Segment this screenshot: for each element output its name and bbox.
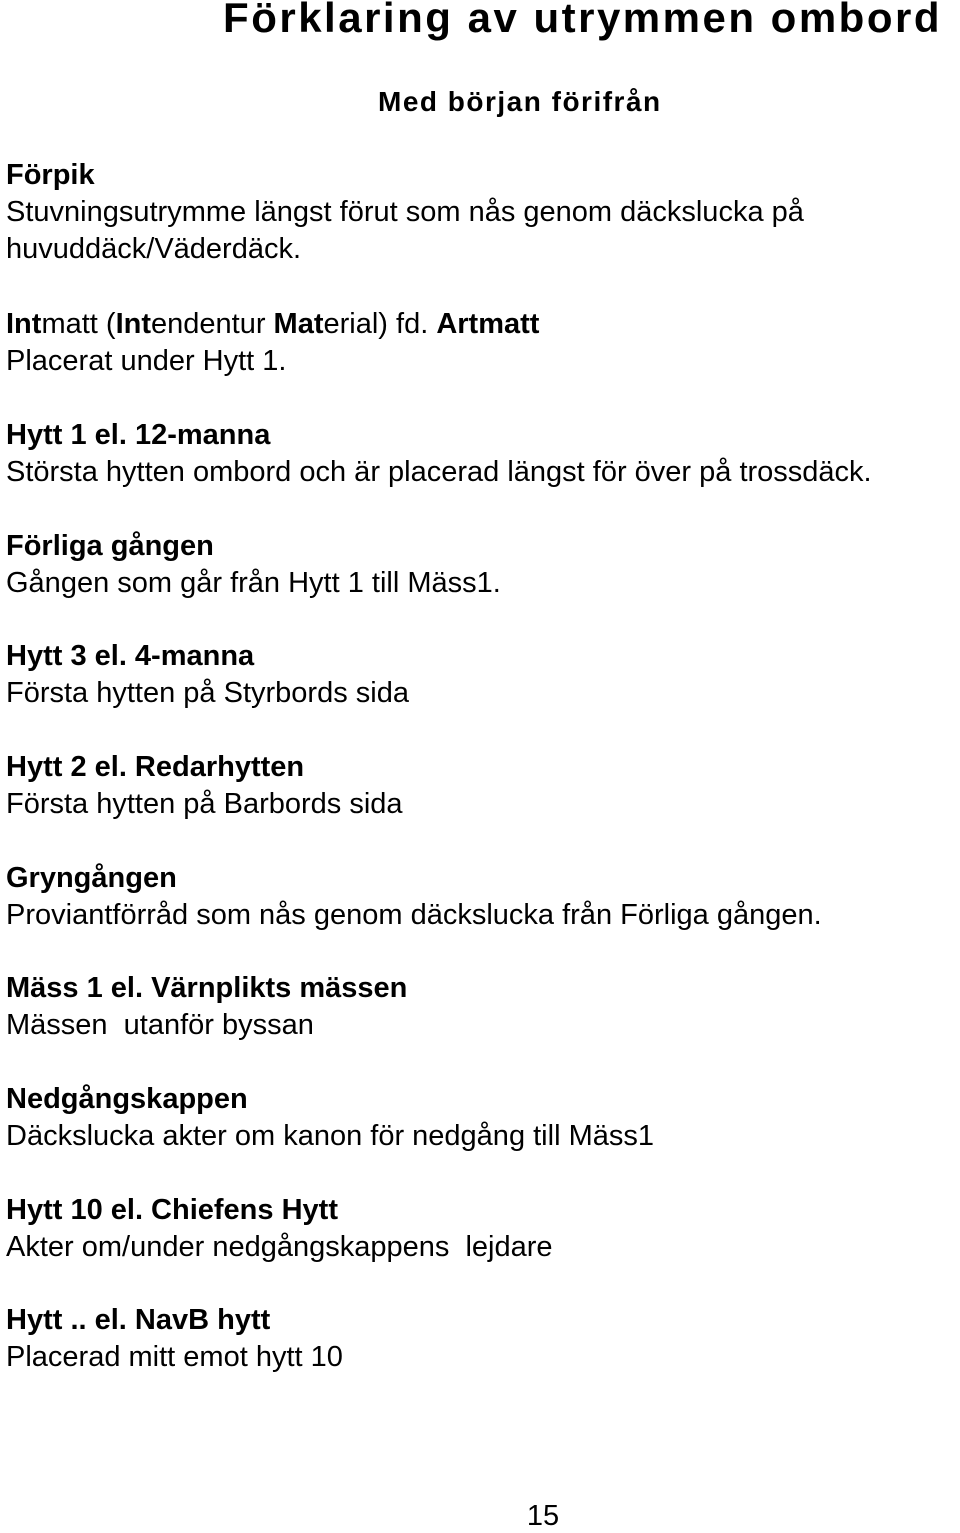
entry-heading: Hytt 10 el. Chiefens Hytt (6, 1194, 338, 1226)
entry-heading: Förliga gången (6, 530, 214, 562)
entry-description: Gången som går från Hytt 1 till Mäss1. (6, 567, 501, 599)
entry-heading (6, 306, 946, 343)
entry-description: Proviantförråd som nås genom däckslucka från Förliga gången. (6, 899, 822, 931)
entry-hytt-1 (6, 417, 946, 491)
entry-heading: Hytt .. el. NavB hytt (6, 1304, 271, 1336)
page-subtitle: Med början förifrån (378, 86, 662, 117)
entry-description: Mässen utanför byssan (6, 1009, 314, 1041)
heading-part: Int (115, 308, 151, 340)
entry-heading: Nedgångskappen (6, 1083, 248, 1115)
entry-hytt-3 (6, 638, 946, 712)
entry-description: Akter om/under nedgångskappens lejdare (6, 1231, 553, 1263)
entry-heading: Hytt 2 el. Redarhytten (6, 751, 305, 783)
entry-intmatt (6, 306, 946, 380)
entry-description: Stuvningsutrymme längst förut som nås genom däckslucka på huvuddäck/Väderdäck. (6, 196, 804, 265)
heading-part: matt ( (41, 308, 116, 340)
heading-part: erial) fd. (323, 308, 437, 340)
heading-part: Hytt 1 el. (6, 419, 135, 451)
entry-mass-1 (6, 970, 946, 1044)
entry-heading: Gryngången (6, 862, 177, 894)
entry-heading: Mäss 1 el. Värnplikts mässen (6, 972, 408, 1004)
entry-description: Första hytten på Barbords sida (6, 788, 403, 820)
heading-part: Int (6, 308, 42, 340)
entry-heading: Förpik (6, 159, 95, 191)
page-number: 15 (526, 1500, 560, 1532)
entry-description: Däckslucka akter om kanon för nedgång till Mäss1 (6, 1120, 654, 1152)
entry-heading (6, 417, 946, 454)
entry-hytt-10 (6, 1192, 946, 1266)
heading-part: Mat (273, 308, 324, 340)
entry-description: Första hytten på Styrbords sida (6, 677, 409, 709)
entry-hytt-2 (6, 749, 946, 823)
entry-nedgangskappen (6, 1081, 946, 1155)
entry-description: Största hytten ombord och är placerad längst för över på trossdäck. (6, 456, 872, 488)
heading-part: Artmatt (436, 308, 540, 340)
heading-part: endentur (151, 308, 274, 340)
page-title: Förklaring av utrymmen ombord (223, 0, 942, 41)
entry-description: Placerat under Hytt 1. (6, 345, 287, 377)
entry-gryngangen (6, 860, 946, 934)
entry-forpik (6, 157, 946, 268)
entry-forliga-gangen (6, 528, 946, 602)
entry-description: Placerad mitt emot hytt 10 (6, 1341, 343, 1373)
heading-part: 12-manna (134, 419, 271, 451)
entry-navb-hytt (6, 1302, 946, 1376)
entry-heading: Hytt 3 el. 4-manna (6, 640, 255, 672)
